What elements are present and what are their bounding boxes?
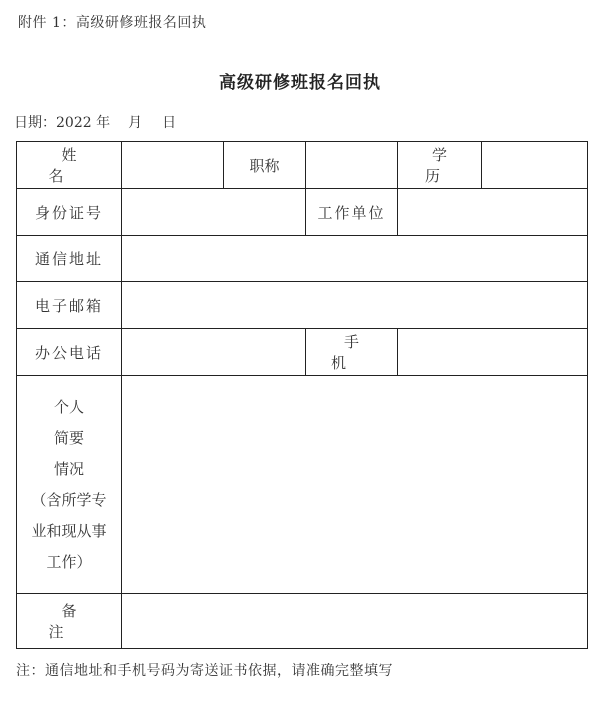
footer-note: 注：通信地址和手机号码为寄送证书依据，请准确完整填写 <box>16 663 393 679</box>
profile-field[interactable] <box>122 376 588 594</box>
remarks-label: 备 注 <box>17 594 122 649</box>
profile-label-line: 工作） <box>46 552 92 571</box>
profile-label-line: （含所学专 <box>31 490 107 509</box>
name-field[interactable] <box>122 142 224 189</box>
profile-label-line: 业和现从事 <box>31 521 107 540</box>
registration-form-table <box>16 141 588 649</box>
mobile-label: 手 机 <box>306 329 398 376</box>
attachment-label: 附件 1：高级研修班报名回执 <box>18 15 207 31</box>
address-label: 通信地址 <box>17 236 122 282</box>
name-label: 姓 名 <box>17 142 122 189</box>
email-field[interactable] <box>122 282 588 329</box>
address-field[interactable] <box>122 236 588 282</box>
remarks-field[interactable] <box>122 594 588 649</box>
profile-label-line: 情况 <box>53 459 84 478</box>
office-phone-field[interactable] <box>122 329 306 376</box>
profile-label-line: 个人 <box>53 397 84 416</box>
employer-label: 工作单位 <box>306 189 398 236</box>
id-number-field[interactable] <box>122 189 306 236</box>
date-line <box>14 112 176 132</box>
title-label: 职称 <box>224 142 306 189</box>
form-title: 高级研修班报名回执 <box>219 73 381 93</box>
profile-label <box>17 376 122 594</box>
date-month-label: 月 <box>128 115 143 131</box>
id-number-label: 身份证号 <box>17 189 122 236</box>
email-label: 电子邮箱 <box>17 282 122 329</box>
title-field[interactable] <box>306 142 398 189</box>
mobile-field[interactable] <box>398 329 588 376</box>
education-label: 学 历 <box>398 142 482 189</box>
employer-field[interactable] <box>398 189 588 236</box>
education-field[interactable] <box>482 142 588 189</box>
date-year-label: 日期：2022 年 <box>14 115 111 131</box>
date-day-label: 日 <box>162 115 177 131</box>
profile-label-line: 简要 <box>53 428 84 447</box>
office-phone-label: 办公电话 <box>17 329 122 376</box>
